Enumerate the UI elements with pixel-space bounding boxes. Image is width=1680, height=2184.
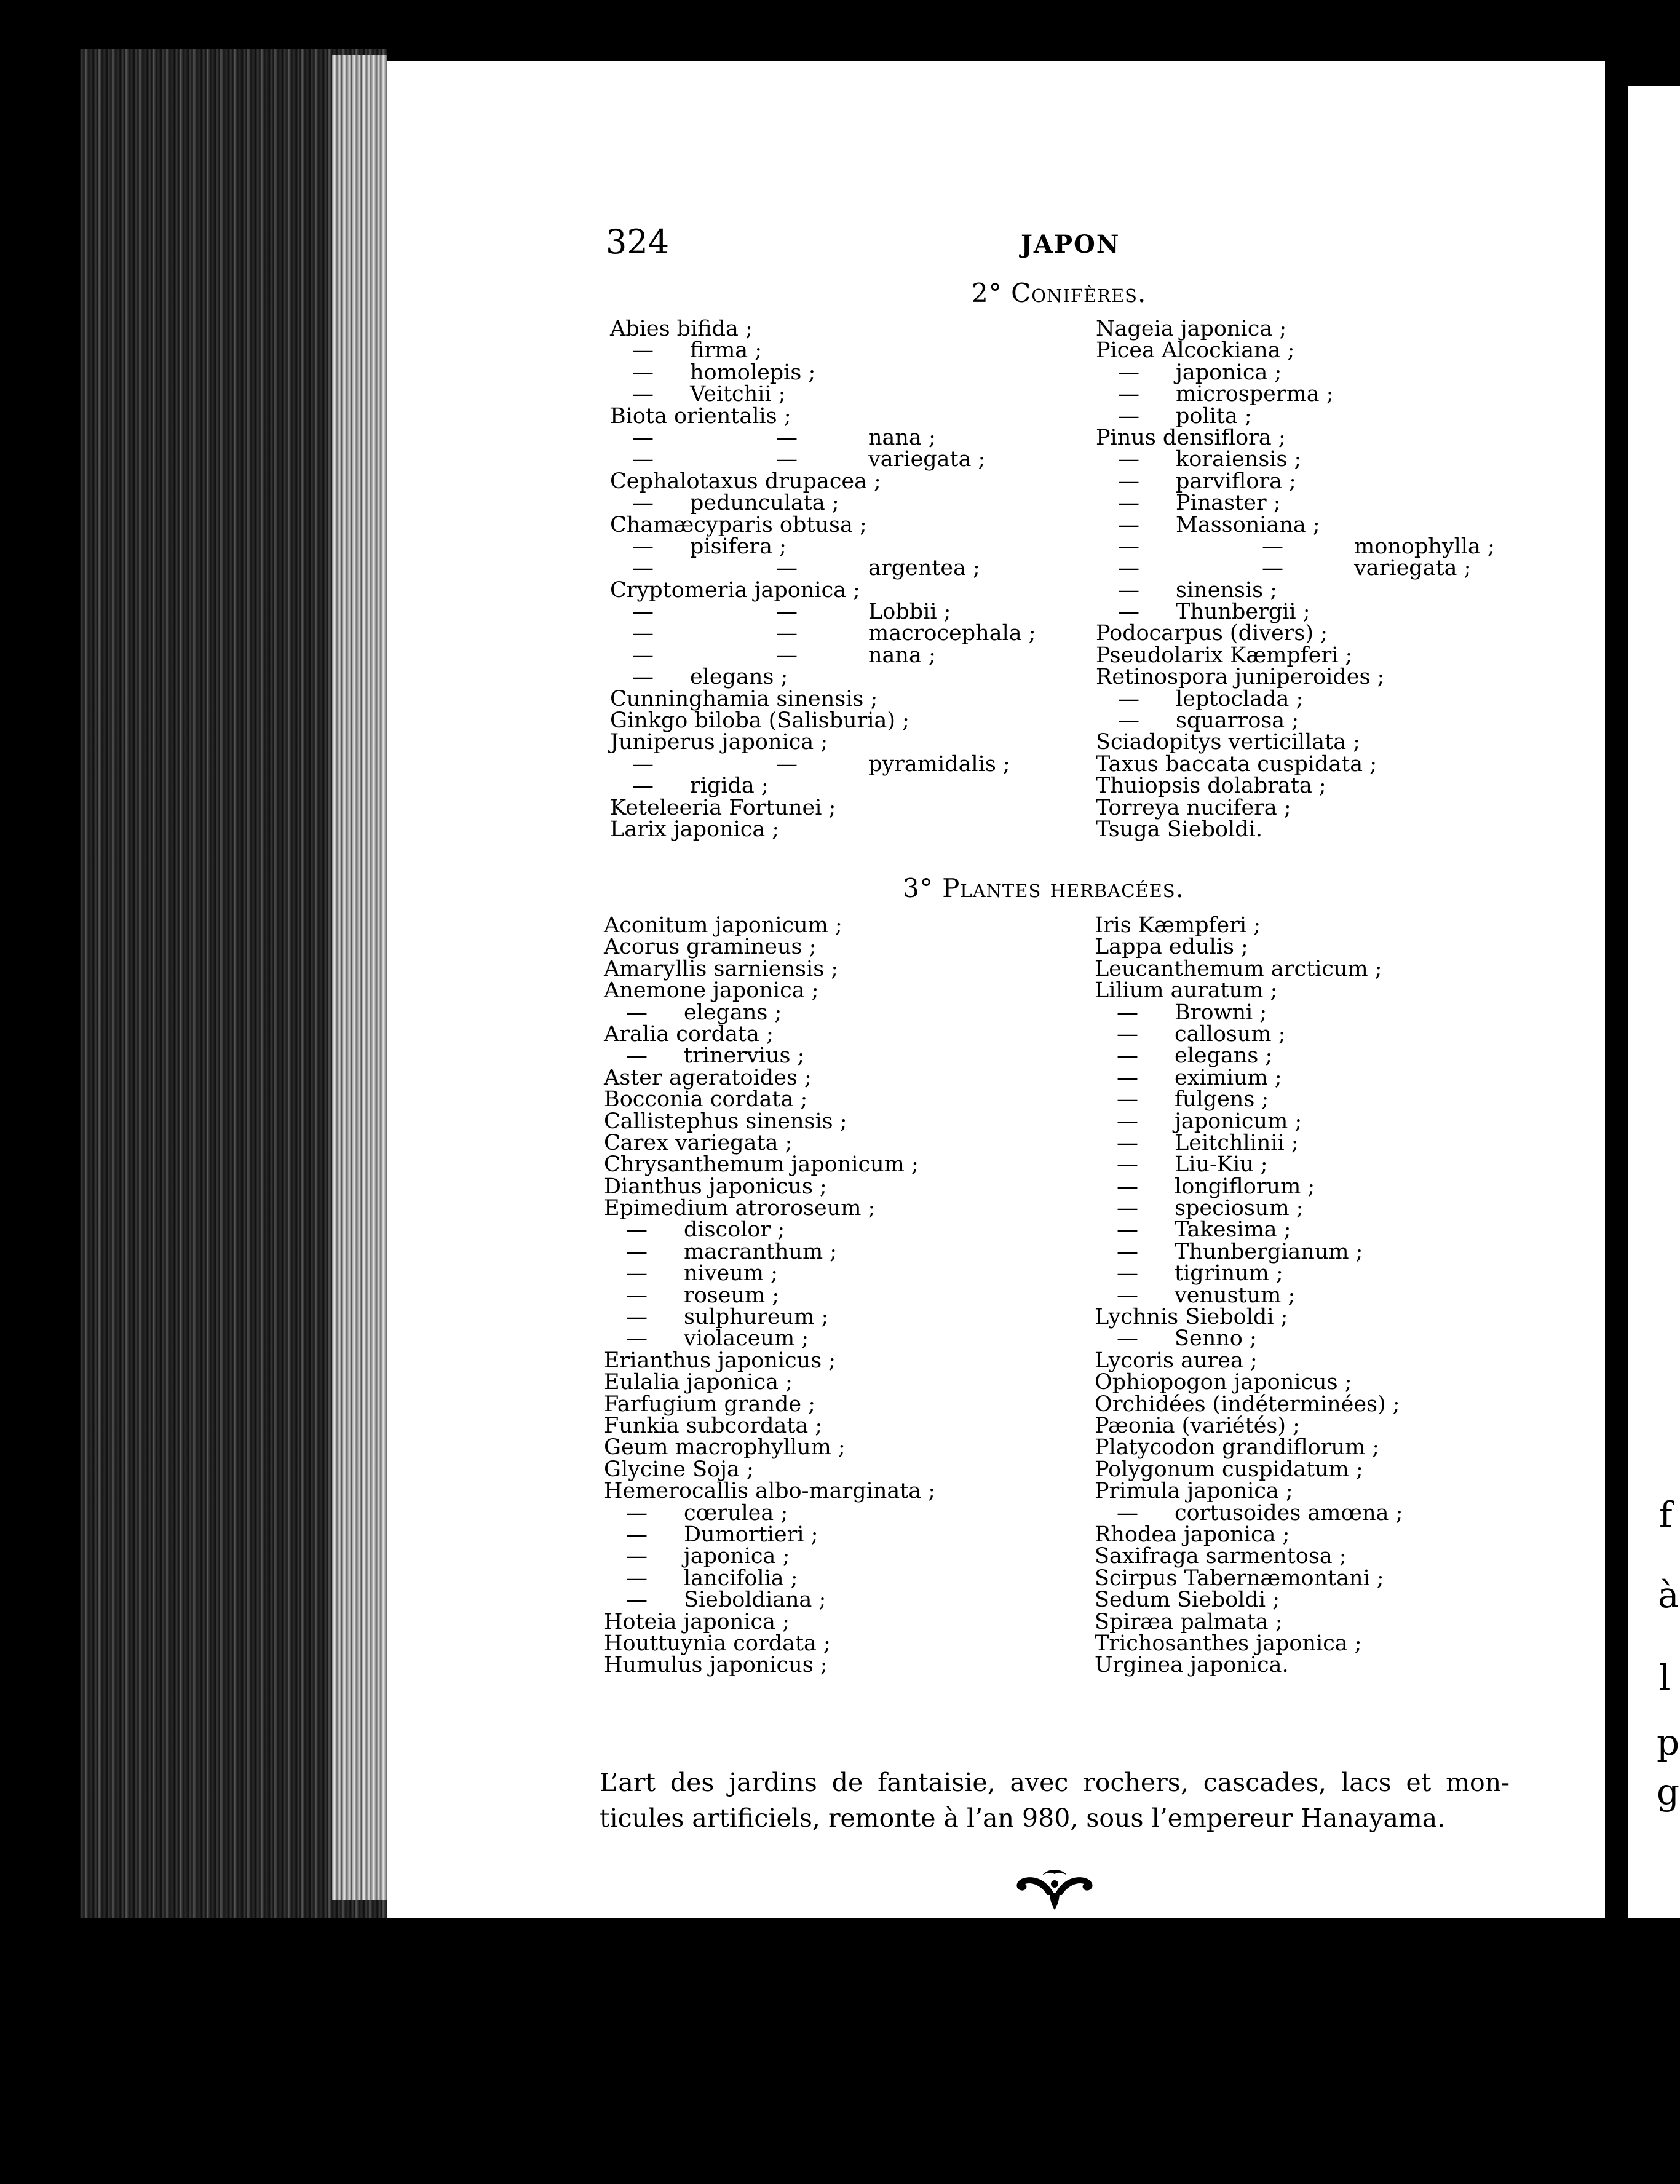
plant-name: Dianthus japonicus ; [604, 1174, 827, 1199]
ditto-dash: — [776, 599, 798, 625]
plant-name: Erianthus japonicus ; [604, 1348, 836, 1373]
ditto-dash: — [1262, 556, 1283, 581]
ditto-dash: — [626, 1565, 648, 1591]
plant-name: Pinus densiflora ; [1096, 425, 1286, 450]
plant-name: fulgens ; [1175, 1087, 1269, 1112]
ditto-dash: — [632, 338, 654, 363]
plant-name: cortusoides amœna ; [1175, 1500, 1403, 1525]
plant-name: Eulalia japonica ; [604, 1370, 793, 1395]
plant-name: Tsuga Sieboldi. [1096, 817, 1262, 842]
plant-name: elegans ; [690, 665, 788, 690]
plant-name: lancifolia ; [684, 1565, 798, 1591]
plant-name: trinervius ; [684, 1043, 805, 1069]
plant-name: discolor ; [684, 1217, 785, 1243]
plant-name: sinensis ; [1176, 577, 1277, 603]
plant-name: Chrysanthemum japonicum ; [604, 1152, 919, 1177]
plant-name: Takesima ; [1175, 1217, 1291, 1243]
running-head [387, 223, 1605, 278]
plant-name: Bocconia cordata ; [604, 1087, 808, 1112]
plant-name: Callistephus sinensis ; [604, 1109, 847, 1134]
plant-name: firma ; [690, 338, 763, 363]
ditto-dash: — [626, 1000, 648, 1025]
ditto-dash: — [626, 1239, 648, 1264]
ditto-dash: — [632, 382, 654, 407]
plant-name: Rhodea japonica ; [1095, 1522, 1290, 1547]
plant-name: Lappa edulis ; [1095, 935, 1248, 960]
adjacent-page-edge [1628, 86, 1680, 1918]
plant-name: Lycoris aurea ; [1095, 1348, 1258, 1373]
plant-name: sulphureum ; [684, 1305, 829, 1330]
ditto-dash: — [632, 643, 654, 668]
plant-name: Sedum Sieboldi ; [1095, 1588, 1280, 1613]
plant-name: Houttuynia cordata ; [604, 1631, 831, 1656]
ditto-dash: — [626, 1326, 648, 1351]
ditto-dash: — [776, 621, 798, 646]
plant-name: parviflora ; [1176, 469, 1296, 494]
plant-name: pisifera ; [690, 534, 787, 559]
plant-name: microsperma ; [1176, 382, 1334, 407]
ditto-dash: — [1118, 360, 1139, 385]
ditto-dash: — [1117, 1065, 1138, 1090]
ditto-dash: — [1117, 1152, 1138, 1177]
ditto-dash: — [1117, 1217, 1138, 1243]
ditto-dash: — [1117, 1000, 1138, 1025]
ditto-dash: — [626, 1588, 648, 1613]
plant-name: Iris Kæmpferi ; [1095, 913, 1261, 938]
plant-name: rigida ; [690, 774, 769, 799]
ditto-dash: — [1117, 1283, 1138, 1308]
plant-name: pyramidalis ; [868, 751, 1010, 777]
plant-name: Cryptomeria japonica ; [610, 577, 860, 603]
plant-name: Ginkgo biloba (Salisburia) ; [610, 708, 909, 734]
book-spine-highlight [332, 55, 387, 1900]
plant-name: Carex variegata ; [604, 1130, 793, 1155]
ditto-dash: — [1118, 403, 1139, 429]
ditto-dash: — [1118, 577, 1139, 603]
ditto-dash: — [632, 774, 654, 799]
plant-name: Pseudolarix Kæmpferi ; [1096, 643, 1353, 668]
plant-name: Funkia subcordata ; [604, 1413, 823, 1438]
plant-name: homolepis ; [690, 360, 816, 385]
plant-name: Amaryllis sarniensis ; [604, 956, 839, 981]
plant-name: macrocephala ; [868, 621, 1036, 646]
ditto-dash: — [1117, 1326, 1138, 1351]
plant-name: Polygonum cuspidatum ; [1095, 1457, 1363, 1482]
plant-name: Thunbergii ; [1176, 599, 1310, 625]
plant-name: cœrulea ; [684, 1500, 788, 1525]
plant-name: Dumortieri ; [684, 1522, 818, 1547]
ditto-dash: — [776, 425, 798, 450]
ditto-dash: — [1118, 599, 1139, 625]
plant-name: Acorus gramineus ; [604, 935, 817, 960]
ditto-dash: — [1117, 1239, 1138, 1264]
plant-name: japonica ; [1176, 360, 1282, 385]
plant-name: monophylla ; [1354, 534, 1495, 559]
section-number: 3° [903, 873, 933, 903]
plant-name: Leitchlinii ; [1175, 1130, 1299, 1155]
ditto-dash: — [1117, 1109, 1138, 1134]
plant-name: Pinaster ; [1176, 491, 1281, 516]
ditto-dash: — [626, 1522, 648, 1547]
plant-name: Taxus baccata cuspidata ; [1096, 751, 1377, 777]
ditto-dash: — [626, 1500, 648, 1525]
ditto-dash: — [1118, 447, 1139, 472]
plant-name: Torreya nucifera ; [1096, 795, 1291, 820]
plant-name: Lychnis Sieboldi ; [1095, 1305, 1288, 1330]
ditto-dash: — [776, 447, 798, 472]
plant-name: nana ; [868, 425, 936, 450]
plant-name: Sciadopitys verticillata ; [1096, 730, 1361, 755]
plant-name: Epimedium atroroseum ; [604, 1196, 876, 1221]
ditto-dash: — [632, 621, 654, 646]
section-title-text: Plantes herbacées. [942, 873, 1184, 903]
plant-name: Pæonia (variétés) ; [1095, 1413, 1300, 1438]
plant-name: polita ; [1176, 403, 1252, 429]
book-page [387, 61, 1605, 1918]
ditto-dash: — [632, 556, 654, 581]
plant-name: Humulus japonicus ; [604, 1653, 828, 1678]
plant-name: Lilium auratum ; [1095, 978, 1278, 1003]
plant-name: Primula japonica ; [1095, 1479, 1293, 1504]
plant-name: Retinospora juniperoides ; [1096, 665, 1385, 690]
fleuron-ornament [1012, 1857, 1098, 1912]
ditto-dash: — [1118, 382, 1139, 407]
plant-name: venustum ; [1175, 1283, 1296, 1308]
plant-name: Urginea japonica. [1095, 1653, 1289, 1678]
plant-name: japonicum ; [1175, 1109, 1302, 1134]
plant-name: eximium ; [1175, 1065, 1282, 1090]
plant-name: Aralia cordata ; [604, 1021, 774, 1046]
plant-name: Lobbii ; [868, 599, 951, 625]
plant-name: Trichosanthes japonica ; [1095, 1631, 1362, 1656]
ditto-dash: — [1118, 686, 1139, 711]
plant-name: Leucanthemum arcticum ; [1095, 956, 1382, 981]
ditto-dash: — [1118, 708, 1139, 734]
plant-name: speciosum ; [1175, 1196, 1304, 1221]
plant-name: Veitchii ; [690, 382, 786, 407]
closing-line-1: L’art des jardins de fantaisie, avec rochers, cascades, lacs et mon- [600, 1768, 1510, 1797]
plant-name: longiflorum ; [1175, 1174, 1315, 1199]
plant-name: Cunninghamia sinensis ; [610, 686, 878, 711]
plant-name: Hoteia japonica ; [604, 1609, 790, 1634]
section-title-text: Conifères. [1011, 278, 1147, 308]
plant-name: Cephalotaxus drupacea ; [610, 469, 881, 494]
plant-name: Spiræa palmata ; [1095, 1609, 1283, 1634]
plant-name: leptoclada ; [1176, 686, 1304, 711]
plant-name: Scirpus Tabernæmontani ; [1095, 1565, 1384, 1591]
plant-name: tigrinum ; [1175, 1261, 1283, 1286]
ditto-dash: — [632, 534, 654, 559]
ditto-dash: — [1118, 556, 1139, 581]
page-number: 324 [606, 223, 670, 261]
plant-name: japonica ; [684, 1544, 790, 1569]
plant-name: elegans ; [1175, 1043, 1273, 1069]
plant-name: Platycodon grandiflorum ; [1095, 1435, 1380, 1460]
plant-name: Ophiopogon japonicus ; [1095, 1370, 1352, 1395]
plant-name: nana ; [868, 643, 936, 668]
plant-name: Podocarpus (divers) ; [1096, 621, 1328, 646]
plant-name: Keteleeria Fortunei ; [610, 795, 836, 820]
ditto-dash: — [626, 1217, 648, 1243]
plant-name: Hemerocallis albo-marginata ; [604, 1479, 936, 1504]
ditto-dash: — [1118, 491, 1139, 516]
plant-name: Liu-Kiu ; [1175, 1152, 1268, 1177]
adjacent-page-letter: f [1659, 1494, 1673, 1536]
running-title: JAPON [1021, 230, 1120, 259]
ditto-dash: — [632, 599, 654, 625]
ditto-dash: — [776, 643, 798, 668]
plant-name: macranthum ; [684, 1239, 838, 1264]
plant-name: Saxifraga sarmentosa ; [1095, 1544, 1347, 1569]
ditto-dash: — [1117, 1087, 1138, 1112]
plant-name: niveum ; [684, 1261, 778, 1286]
plant-name: callosum ; [1175, 1021, 1286, 1046]
ditto-dash: — [1117, 1043, 1138, 1069]
ditto-dash: — [1117, 1130, 1138, 1155]
ditto-dash: — [1118, 469, 1139, 494]
ditto-dash: — [626, 1544, 648, 1569]
plant-name: Browni ; [1175, 1000, 1267, 1025]
section-heading-conifers [972, 278, 1146, 308]
ditto-dash: — [1117, 1174, 1138, 1199]
ditto-dash: — [632, 447, 654, 472]
ditto-dash: — [626, 1283, 648, 1308]
ditto-dash: — [632, 751, 654, 777]
plant-name: Thuiopsis dolabrata ; [1096, 774, 1326, 799]
plant-name: Geum macrophyllum ; [604, 1435, 846, 1460]
ditto-dash: — [632, 360, 654, 385]
adjacent-page-letter: g [1657, 1771, 1680, 1813]
closing-line-2: ticules artificiels, remonte à l’an 980, sous l’empereur Hanayama. [600, 1803, 1446, 1833]
ditto-dash: — [1117, 1196, 1138, 1221]
ditto-dash: — [1118, 534, 1139, 559]
section-number: 2° [972, 278, 1002, 308]
plant-name: Massoniana ; [1176, 512, 1320, 537]
adjacent-page-letter: l [1659, 1657, 1671, 1699]
plant-name: Biota orientalis ; [610, 403, 791, 429]
plant-name: Nageia japonica ; [1096, 317, 1287, 341]
ditto-dash: — [632, 665, 654, 690]
ditto-dash: — [1118, 512, 1139, 537]
plant-name: Orchidées (indéterminées) ; [1095, 1391, 1400, 1417]
plant-name: Larix japonica ; [610, 817, 780, 842]
ditto-dash: — [632, 425, 654, 450]
plant-name: Anemone japonica ; [604, 978, 819, 1003]
ditto-dash: — [626, 1043, 648, 1069]
plant-name: Glycine Soja ; [604, 1457, 754, 1482]
section-heading-herbaceous [903, 873, 1184, 903]
plant-name: pedunculata ; [690, 491, 839, 516]
plant-name: violaceum ; [684, 1326, 809, 1351]
ditto-dash: — [1117, 1021, 1138, 1046]
plant-name: elegans ; [684, 1000, 782, 1025]
plant-name: argentea ; [868, 556, 980, 581]
ditto-dash: — [626, 1261, 648, 1286]
ditto-dash: — [1117, 1261, 1138, 1286]
adjacent-page-letter: p [1657, 1722, 1680, 1763]
plant-name: variegata ; [868, 447, 986, 472]
plant-name: Chamæcyparis obtusa ; [610, 512, 867, 537]
plant-name: Abies bifida ; [610, 317, 753, 341]
ditto-dash: — [776, 751, 798, 777]
plant-name: Aconitum japonicum ; [604, 913, 842, 938]
ditto-dash: — [626, 1305, 648, 1330]
ditto-dash: — [632, 491, 654, 516]
ditto-dash: — [1117, 1500, 1138, 1525]
plant-name: Sieboldiana ; [684, 1588, 826, 1613]
plant-name: Senno ; [1175, 1326, 1257, 1351]
plant-name: variegata ; [1354, 556, 1472, 581]
plant-name: Picea Alcockiana ; [1096, 338, 1295, 363]
plant-name: Aster ageratoides ; [604, 1065, 812, 1090]
adjacent-page-letter: à [1658, 1574, 1679, 1616]
plant-name: koraiensis ; [1176, 447, 1302, 472]
plant-name: squarrosa ; [1176, 708, 1299, 734]
plant-name: Juniperus japonica ; [610, 730, 828, 755]
plant-name: Thunbergianum ; [1175, 1239, 1363, 1264]
closing-paragraph [600, 1765, 1510, 1836]
ditto-dash: — [1262, 534, 1283, 559]
plant-name: Farfugium grande ; [604, 1391, 816, 1417]
ditto-dash: — [776, 556, 798, 581]
plant-name: roseum ; [684, 1283, 780, 1308]
